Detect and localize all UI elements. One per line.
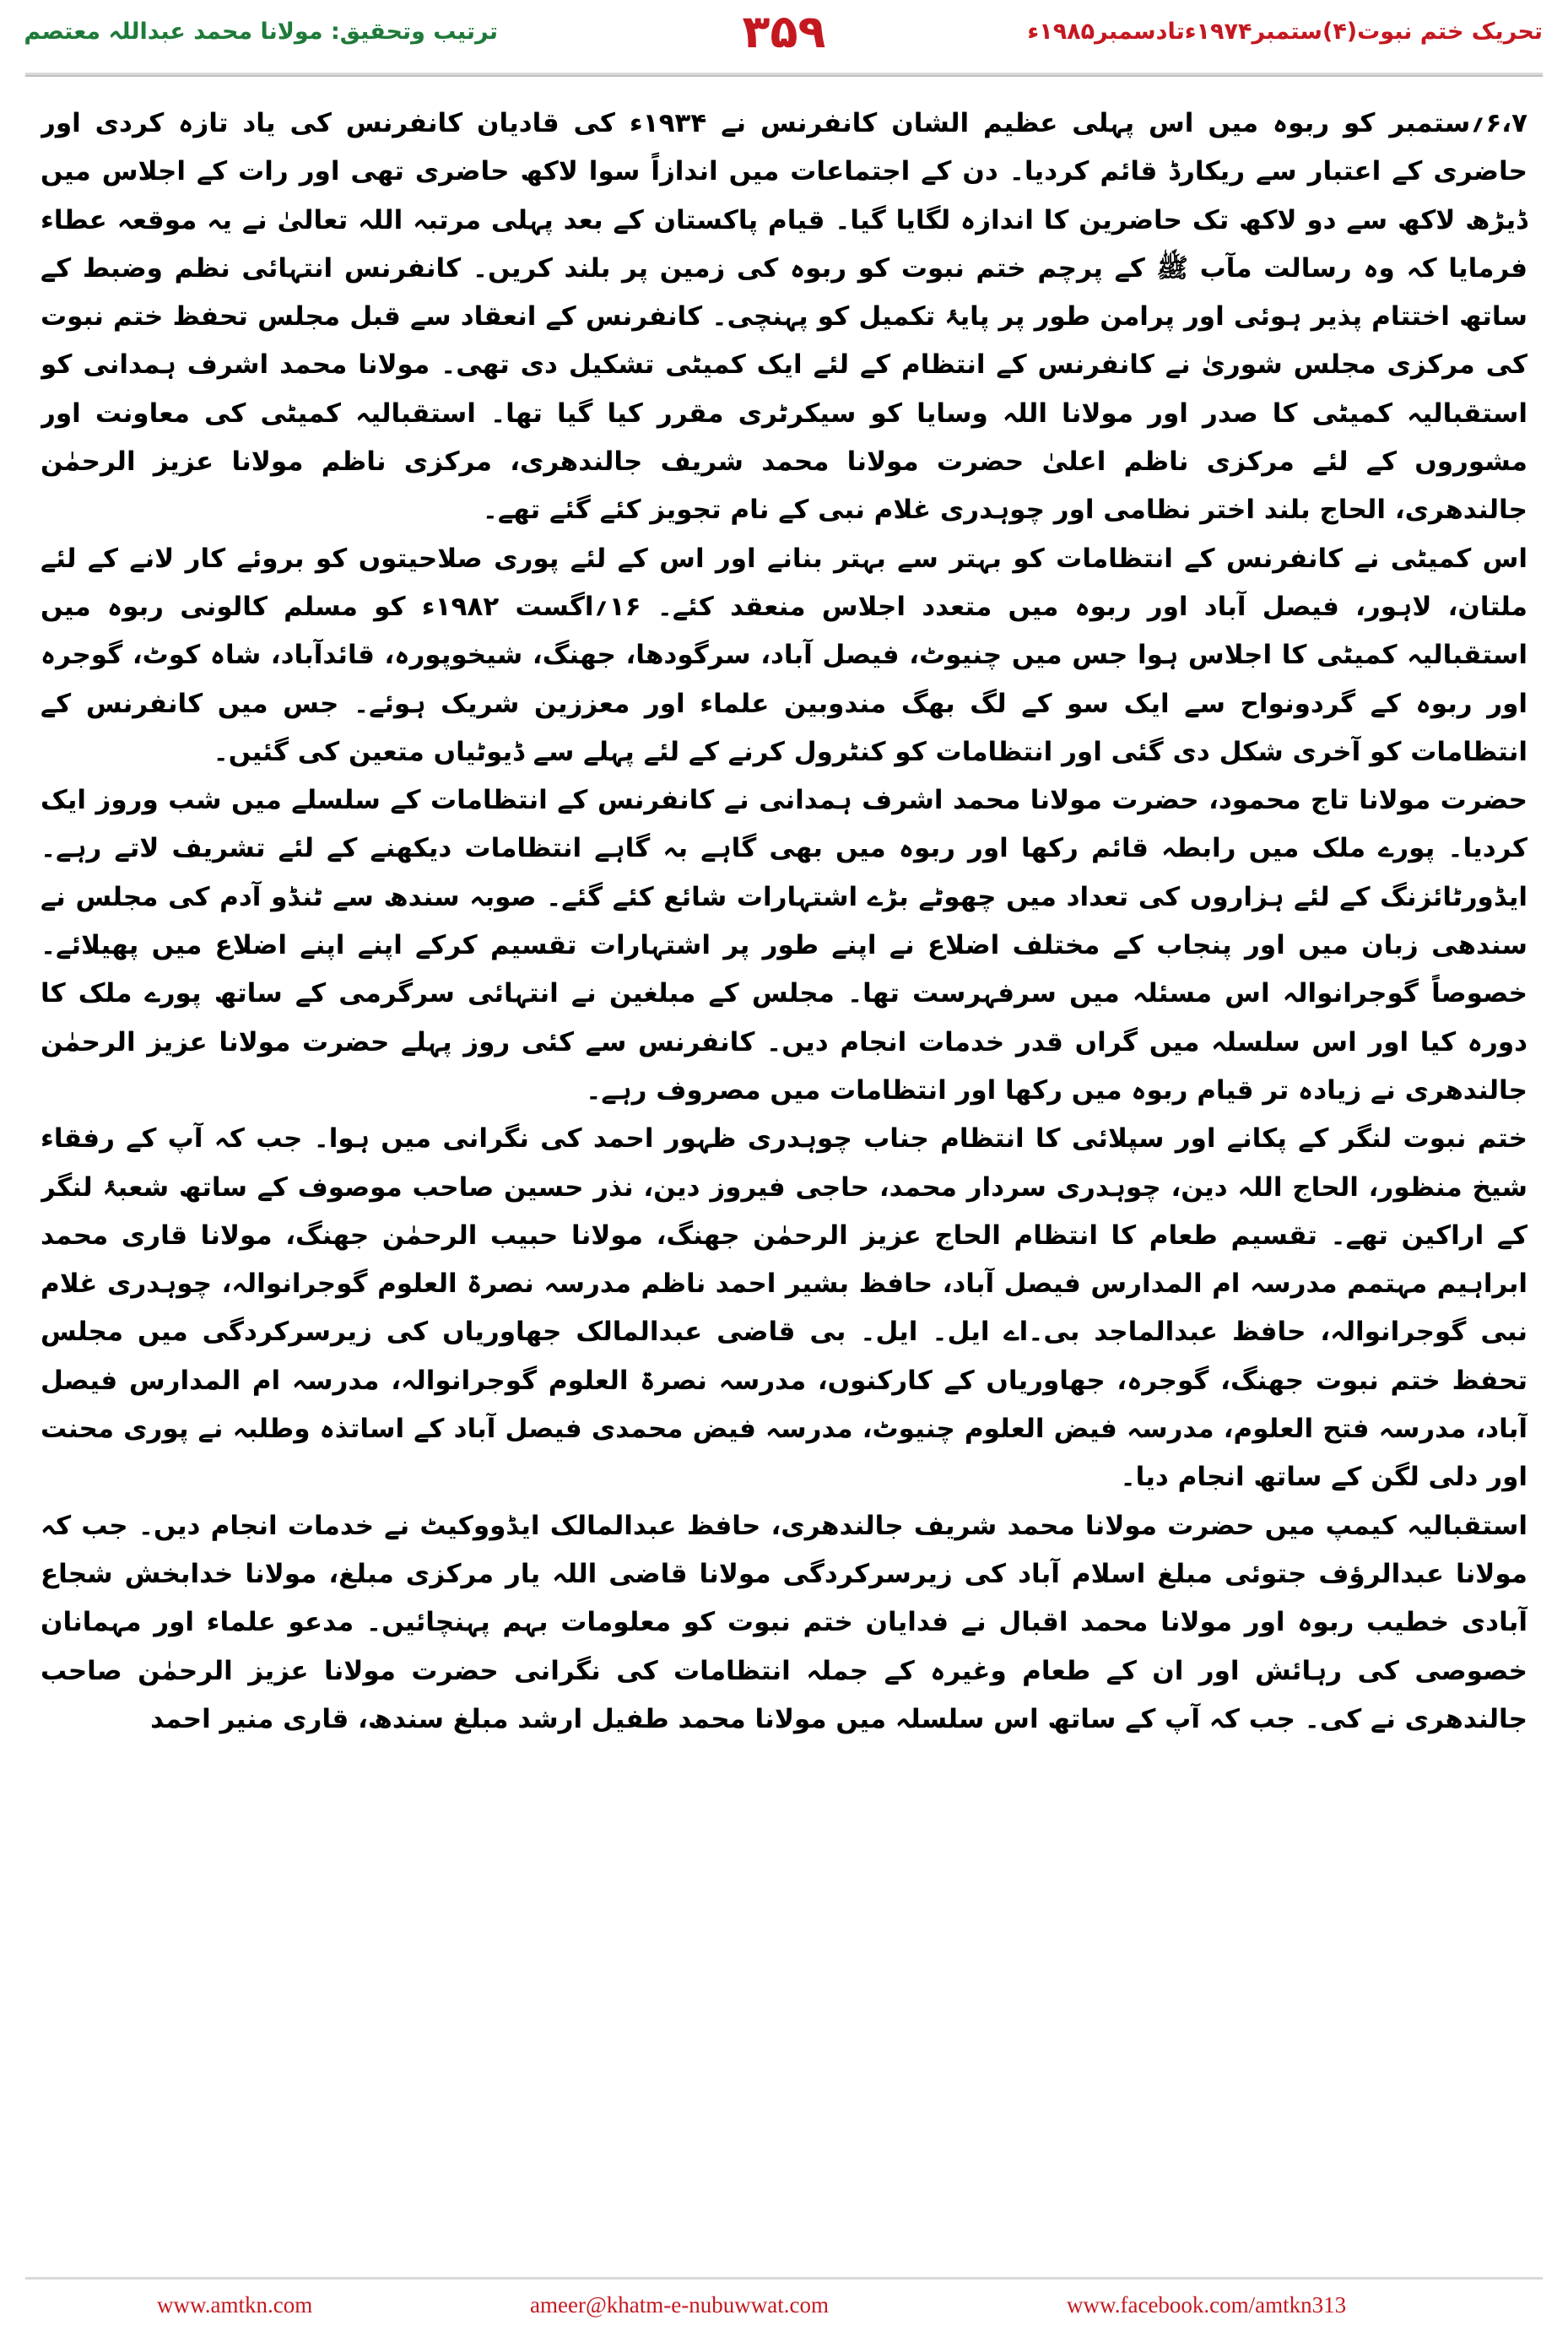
- paragraph-3: حضرت مولانا تاج محمود، حضرت مولانا محمد اشرف ہمدانی نے کانفرنس کے انتظامات کے سلسلے میں شب وروز ایک کردیا۔ پورے ملک میں رابطہ قائم رکھا اور ربوہ میں بھی گاہے بہ گاہے انتظامات دیکھنے کے لئے تشریف لاتے رہے۔ ایڈورٹائزنگ کے لئے ہزاروں کی تعداد میں چھوٹے بڑے اشتہارات شائع کئے گئے۔ صوبہ سندھ سے ٹنڈو آدم کی مجلس نے سندھی زبان میں اور پنجاب کے مختلف اضلاع نے اپنے طور پر اشتہارات تقسیم کرکے اپنے اپنے اضلاع میں پھیلائے۔ خصوصاً گوجرانوالہ اس مسئلہ میں سرفہرست تھا۔ مجلس کے مبلغین نے انتہائی سرگرمی کے ساتھ پورے ملک کا دورہ کیا اور اس سلسلہ میں گراں قدر خدمات انجام دیں۔ کانفرنس سے کئی روز پہلے حضرت مولانا عزیز الرحمٰن جالندھری نے زیادہ تر قیام ربوہ میں رکھا اور انتظامات میں مصروف رہے۔: [41, 785, 1527, 1106]
- facebook-link[interactable]: www.facebook.com/amtkn313: [1067, 2292, 1347, 2318]
- paragraph-5: استقبالیہ کیمپ میں حضرت مولانا محمد شریف جالندھری، حافظ عبدالمالک ایڈووکیٹ نے خدمات انجام دیں۔ جب کہ مولانا عبدالرؤف جتوئی مبلغ اسلام آباد کی زیرسرکردگی مولانا قاضی اللہ یار مرکزی مبلغ، مولانا خدابخش شجاع آبادی خطیب ربوہ اور مولانا محمد اقبال نے فدایان ختم نبوت کو معلومات بہم پہنچائیں۔ مدعو علماء اور مہمانان خصوصی کی رہائش اور ان کے طعام وغیرہ کے جملہ انتظامات کی نگرانی حضرت مولانا عزیز الرحمٰن صاحب جالندھری نے کی۔ جب کہ آپ کے ساتھ اس سلسلہ میں مولانا محمد طفیل ارشد مبلغ سندھ، قاری منیر احمد: [41, 1510, 1527, 1734]
- page-footer: [0, 2277, 1568, 2342]
- page-header: [0, 0, 1568, 84]
- header-divider: [25, 73, 1543, 77]
- compiler-credit: ترتیب وتحقیق: مولانا محمد عبداللہ معتصم: [24, 19, 498, 45]
- email-link[interactable]: ameer@khatm-e-nubuwwat.com: [530, 2292, 829, 2318]
- paragraph-4: ختم نبوت لنگر کے پکانے اور سپلائی کا انتظام جناب چوہدری ظہور احمد کی نگرانی میں ہوا۔ جب کہ آپ کے رفقاء شیخ منظور، الحاج اللہ دین، چوہدری سردار محمد، حاجی فیروز دین، نذر حسین صاحب موصوف کے ساتھ شعبۂ لنگر کے اراکین تھے۔ تقسیم طعام کا انتظام الحاج عزیز الرحمٰن جھنگ، مولانا حبیب الرحمٰن جھنگ، مولانا قاری محمد ابراہیم مہتمم مدرسہ ام المدارس فیصل آباد، حافظ بشیر احمد ناظم مدرسہ نصرۃ العلوم گوجرانوالہ، چوہدری غلام نبی گوجرانوالہ، حافظ عبدالماجد بی۔اے ایل۔ ایل۔ بی قاضی عبدالمالک جھاوریاں کی زیرسرکردگی میں مجلس تحفظ ختم نبوت جھنگ، گوجرہ، جھاوریاں کے کارکنوں، مدرسہ نصرۃ العلوم گوجرانوالہ، مدرسہ ام المدارس فیصل آباد، مدرسہ فتح العلوم، مدرسہ فیض العلوم چنیوٹ، مدرسہ فیض محمدی فیصل آباد کے اساتذہ وطلبہ نے پوری محنت اور دلی لگن کے ساتھ انجام دیا۔: [41, 1123, 1527, 1493]
- paragraph-1: ۶،۷؍ستمبر کو ربوہ میں اس پہلی عظیم الشان کانفرنس نے ۱۹۳۴ء کی قادیان کانفرنس کی یاد تازہ کردی اور حاضری کے اعتبار سے ریکارڈ قائم کردیا۔ دن کے اجتماعات میں اندازاً سوا لاکھ حاضری تھی اور رات کے اجلاس میں ڈیڑھ لاکھ سے دو لاکھ تک حاضرین کا اندازہ لگایا گیا۔ قیام پاکستان کے بعد پہلی مرتبہ اللہ تعالیٰ نے یہ موقعہ عطاء فرمایا کہ وہ رسالت مآب ﷺ کے پرچم ختم نبوت کو ربوہ کی زمین پر بلند کریں۔ کانفرنس انتہائی نظم وضبط کے ساتھ اختتام پذیر ہوئی اور پرامن طور پر پایۂ تکمیل کو پہنچی۔ کانفرنس کے انعقاد سے قبل مجلس تحفظ ختم نبوت کی مرکزی مجلس شوریٰ نے کانفرنس کے انتظام کے لئے ایک کمیٹی تشکیل دی تھی۔ مولانا محمد اشرف ہمدانی کو استقبالیہ کمیٹی کا صدر اور مولانا اللہ وسایا کو سیکرٹری مقرر کیا گیا تھا۔ استقبالیہ کمیٹی کی معاونت اور مشوروں کے لئے مرکزی ناظم اعلیٰ حضرت مولانا محمد شریف جالندھری، مرکزی ناظم مولانا عزیز الرحمٰن جالندھری، الحاج بلند اختر نظامی اور چوہدری غلام نبی کے نام تجویز کئے گئے تھے۔: [41, 108, 1527, 526]
- page-body: [41, 100, 1527, 2243]
- page-number: ۳۵۹: [742, 5, 826, 58]
- footer-divider: [25, 2277, 1543, 2280]
- book-title: تحریک ختم نبوت(۴)ستمبر۱۹۷۴ءتادسمبر۱۹۸۵ء: [1027, 19, 1543, 45]
- paragraph-2: اس کمیٹی نے کانفرنس کے انتظامات کو بہتر سے بہتر بنانے اور اس کے لئے پوری صلاحیتوں کو بروئے کار لانے کے لئے ملتان، لاہور، فیصل آباد اور ربوہ میں متعدد اجلاس منعقد کئے۔ ۱۶؍اگست ۱۹۸۲ء کو مسلم کالونی ربوہ میں استقبالیہ کمیٹی کا اجلاس ہوا جس میں چنیوٹ، فیصل آباد، سرگودھا، جھنگ، شیخوپورہ، قائدآباد، شاہ کوٹ، گوجرہ اور ربوہ کے گردونواح سے ایک سو کے لگ بھگ مندوبین علماء اور معززین شریک ہوئے۔ جس میں کانفرنس کے انتظامات کو آخری شکل دی گئی اور انتظامات کو کنٹرول کرنے کے لئے پہلے سے ڈیوٹیاں متعین کی گئیں۔: [41, 543, 1527, 767]
- website-link[interactable]: www.amtkn.com: [157, 2292, 313, 2318]
